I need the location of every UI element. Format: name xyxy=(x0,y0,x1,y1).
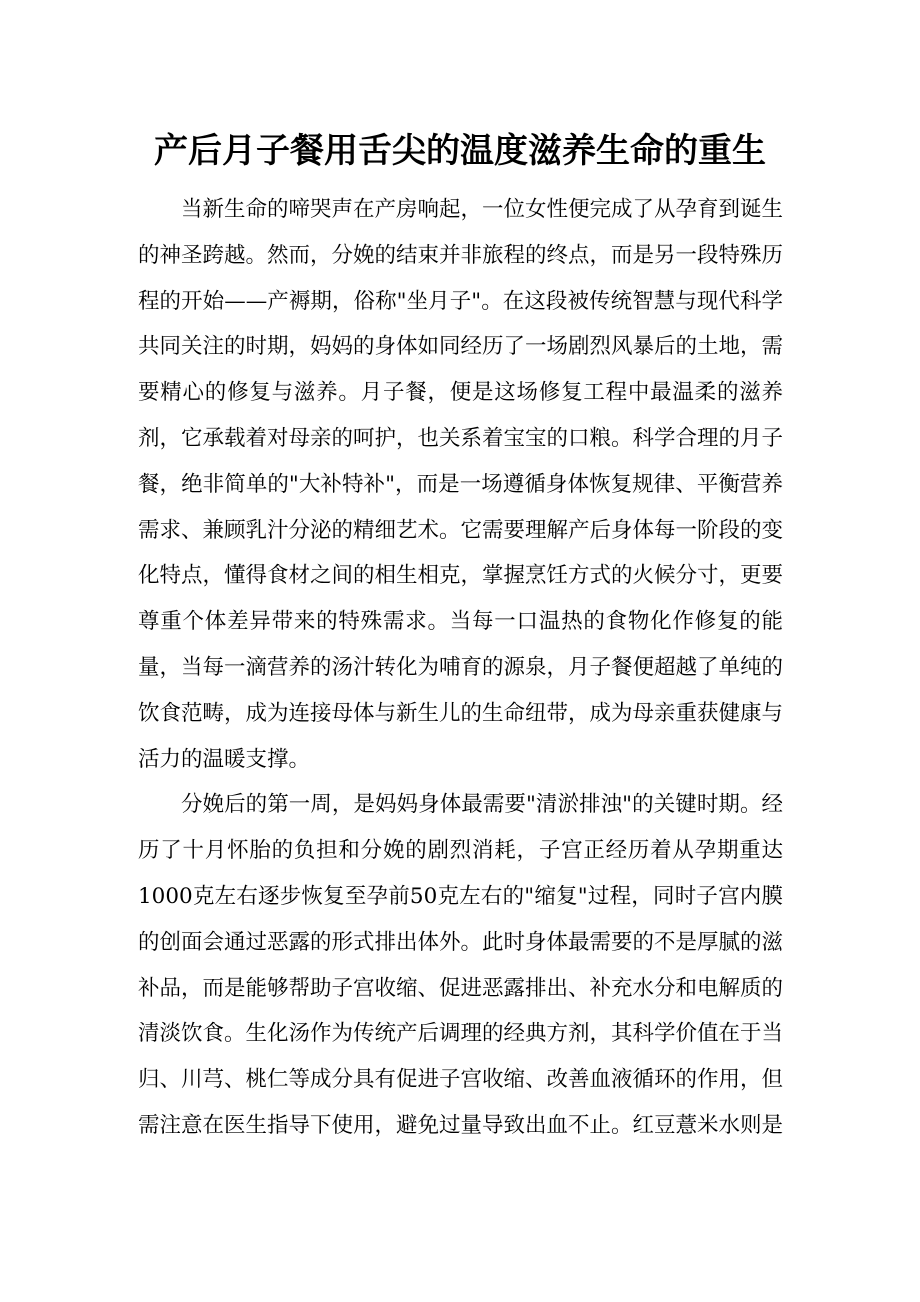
paragraph-2: 分娩后的第一周，是妈妈身体最需要"清淤排浊"的关键时期。经历了十月怀胎的负担和分娩的剧烈消耗，子宫正经历着从孕期重达1000克左右逐步恢复至孕前50克左右的"缩复"过程，同时子宫内膜的创面会通过恶露的形式排出体外。此时身体最需要的不是厚腻的滋补品，而是能够帮助子宫收缩、促进恶露排出、补充水分和电解质的清淡饮食。生化汤作为传统产后调理的经典方剂，其科学价值在于当归、川芎、桃仁等成分具有促进子宫收缩、改善血液循环的作用，但需注意在医生指导下使用，避免过量导致出血不止。红豆薏米水则是 xyxy=(138,792,784,1138)
paragraph-1: 当新生命的啼哭声在产房响起，一位女性便完成了从孕育到诞生的神圣跨越。然而，分娩的结束并非旅程的终点，而是另一段特殊历程的开始——产褥期，俗称"坐月子"。在这段被传统智慧与现代科学共同关注的时期，妈妈的身体如同经历了一场剧烈风暴后的土地，需要精心的修复与滋养。月子餐，便是这场修复工程中最温柔的滋养剂，它承载着对母亲的呵护，也关系着宝宝的口粮。科学合理的月子餐，绝非简单的"大补特补"，而是一场遵循身体恢复规律、平衡营养需求、兼顾乳汁分泌的精细艺术。它需要理解产后身体每一阶段的变化特点，懂得食材之间的相生相克，掌握烹饪方式的火候分寸，更要尊重个体差异带来的特殊需求。当每一口温热的食物化作修复的能量，当每一滴营养的汤汁转化为哺育的源泉，月子餐便超越了单纯的饮食范畴，成为连接母体与新生儿的生命纽带，成为母亲重获健康与活力的温暖支撑。 xyxy=(138,197,784,772)
document-title: 产后月子餐用舌尖的温度滋养生命的重生 xyxy=(154,131,766,171)
document-body xyxy=(138,187,783,1149)
